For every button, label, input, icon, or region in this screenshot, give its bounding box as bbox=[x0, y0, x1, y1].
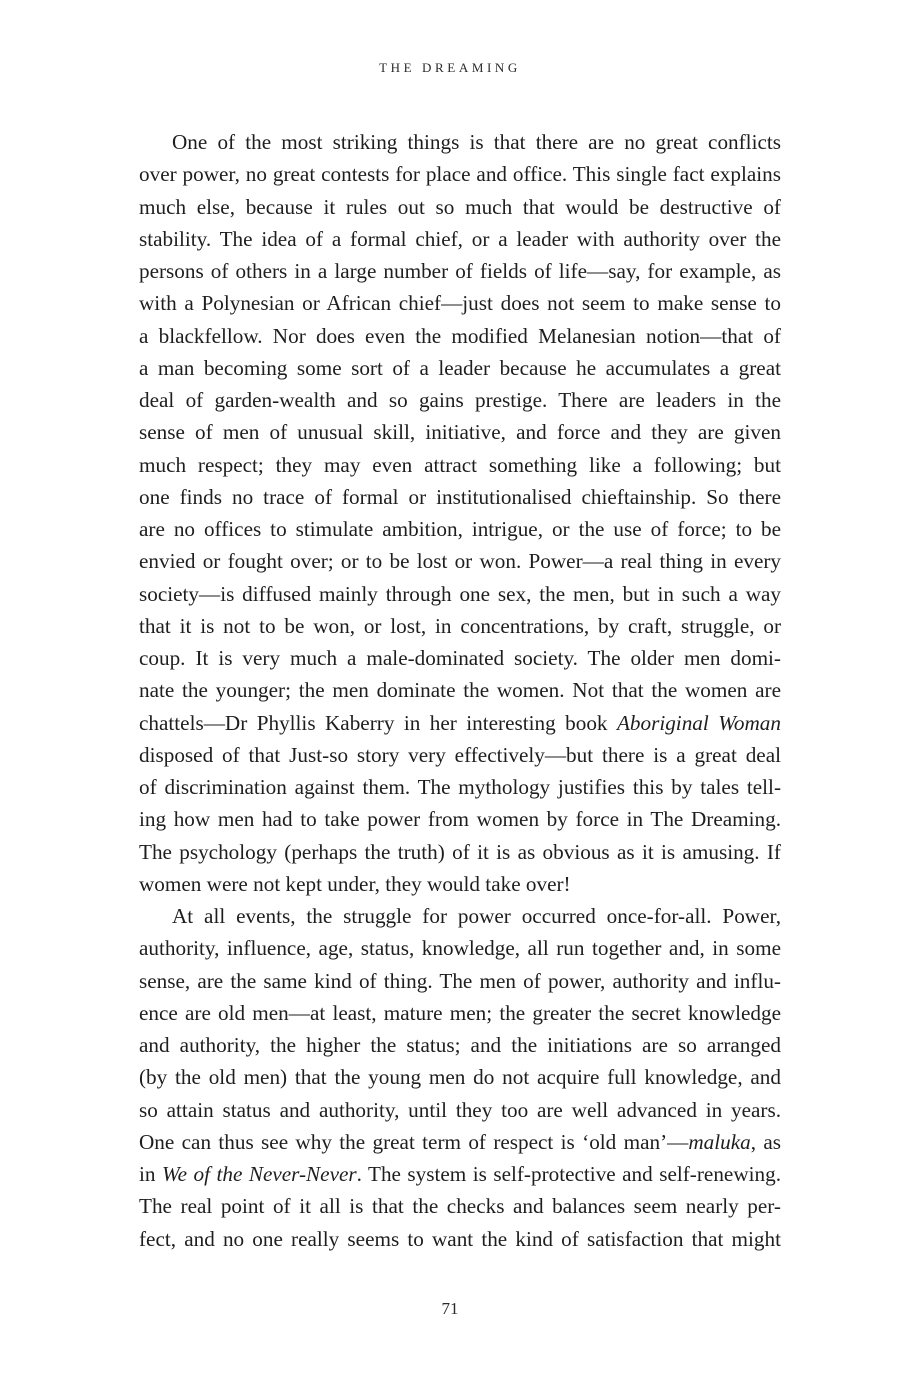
text-line: ing how men had to take power from women by force in The Dreaming. bbox=[139, 807, 781, 832]
text-line: that it is not to be won, or lost, in concentrations, by craft, struggle, or bbox=[139, 613, 781, 638]
book-title: Aboriginal Woman bbox=[616, 710, 781, 735]
body-text bbox=[139, 126, 781, 1255]
paragraph-2 bbox=[139, 900, 781, 1255]
text-line bbox=[139, 1158, 781, 1190]
text-line: much else, because it rules out so much that would be destructive of bbox=[139, 194, 781, 219]
text-line: sense, are the same kind of thing. The men of power, authority and influ- bbox=[139, 968, 781, 993]
text-line: stability. The idea of a formal chief, or a leader with authority over the bbox=[139, 226, 781, 251]
paragraph-1 bbox=[139, 126, 781, 900]
book-title: We of the Never-Never bbox=[161, 1162, 357, 1186]
text-line: a man becoming some sort of a leader because he accumulates a great bbox=[139, 355, 781, 380]
text-line: disposed of that Just-so story very effectively—but there is a great deal bbox=[139, 742, 781, 767]
text-segment: in bbox=[139, 1162, 162, 1186]
text-segment: , as bbox=[750, 1129, 781, 1154]
text-line: persons of others in a large number of fields of life—say, for example, as bbox=[139, 259, 781, 283]
text-line: sense of men of unusual skill, initiative, and force and they are given bbox=[139, 420, 781, 445]
text-line: one finds no trace of formal or institutionalised chieftainship. So there bbox=[139, 484, 781, 509]
running-head: THE DREAMING bbox=[379, 60, 521, 75]
text-line: One of the most striking things is that there are no great conflicts bbox=[172, 130, 781, 154]
text-line: women were not kept under, they would take over! bbox=[139, 871, 571, 896]
text-line: are no offices to stimulate ambition, intrigue, or the use of force; to be bbox=[139, 517, 781, 541]
text-line: so attain status and authority, until they too are well advanced in years. bbox=[139, 1097, 781, 1122]
text-line: At all events, the struggle for power occurred once-for-all. Power, bbox=[172, 904, 781, 928]
text-line: (by the old men) that the young men do not acquire full knowledge, and bbox=[139, 1065, 781, 1090]
text-segment: chattels—Dr Phyllis Kaberry in her interesting book bbox=[139, 710, 617, 735]
text-line: society—is diffused mainly through one sex, the men, but in such a way bbox=[139, 581, 781, 606]
text-line: a blackfellow. Nor does even the modified Melanesian notion—that of bbox=[139, 323, 781, 348]
text-line: and authority, the higher the status; and the initiations are so arranged bbox=[139, 1033, 781, 1057]
text-line: coup. It is very much a male-dominated society. The older men domi- bbox=[139, 646, 781, 670]
text-line: The psychology (perhaps the truth) of it is as obvious as it is amusing. If bbox=[139, 839, 781, 864]
text-line: envied or fought over; or to be lost or won. Power—a real thing in every bbox=[139, 549, 781, 574]
text-line: of discrimination against them. The mythology justifies this by tales tell- bbox=[139, 775, 781, 799]
text-line bbox=[139, 707, 781, 739]
text-line: authority, influence, age, status, knowledge, all run together and, in some bbox=[139, 936, 781, 961]
text-line: The real point of it all is that the checks and balances seem nearly per- bbox=[139, 1194, 781, 1219]
text-line: fect, and no one really seems to want the kind of satisfaction that might bbox=[139, 1226, 781, 1251]
text-line: with a Polynesian or African chief—just does not seem to make sense to bbox=[139, 291, 781, 316]
text-segment: . The system is self-protective and self-renewing. bbox=[356, 1162, 781, 1186]
text-line: over power, no great contests for place and office. This single fact explains bbox=[139, 162, 781, 187]
page-number: 71 bbox=[441, 1299, 459, 1318]
text-line: nate the younger; the men dominate the women. Not that the women are bbox=[139, 678, 781, 703]
text-line: ence are old men—at least, mature men; the greater the secret knowledge bbox=[139, 1000, 781, 1025]
text-line: deal of garden-wealth and so gains prestige. There are leaders in the bbox=[139, 388, 781, 412]
text-segment: One can thus see why the great term of respect is ‘old man’— bbox=[139, 1129, 689, 1154]
text-line bbox=[139, 1126, 781, 1158]
italic-term: maluka bbox=[688, 1129, 751, 1154]
text-line: much respect; they may even attract something like a following; but bbox=[139, 452, 781, 477]
